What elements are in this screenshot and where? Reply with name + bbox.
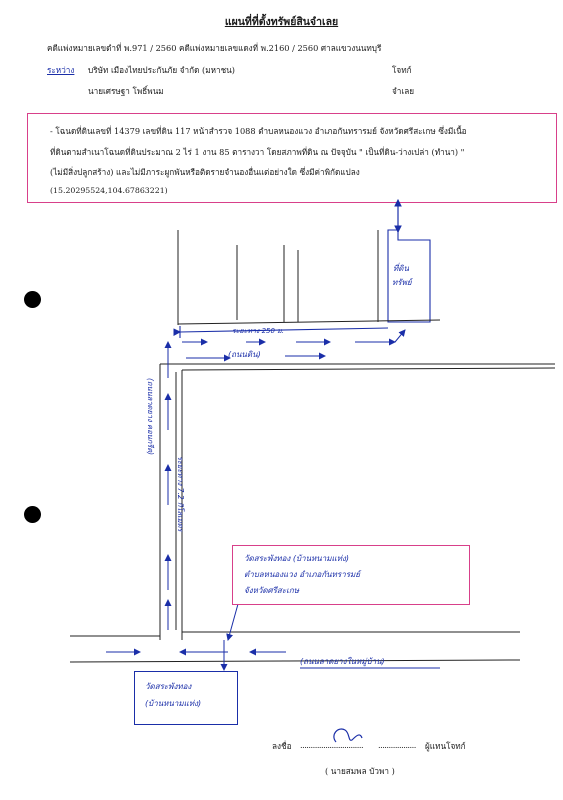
coordinates: (15.20295524,104.67863221) — [50, 186, 168, 195]
property-label-2: ทรัพย์ — [392, 278, 412, 287]
between-label: ระหว่าง — [47, 65, 75, 75]
small-box-line-1: วัดสระพังทอง — [145, 682, 192, 691]
temple-line-2: ตำบลหนองแวง อำเภอกันทรารมย์ — [244, 570, 360, 579]
plaintiff-name: บริษัท เมืองไทยประกันภัย จำกัด (มหาชน) — [88, 65, 235, 75]
sign-dots-left: .............................. — [300, 740, 364, 750]
main-road-label: (ถนนลาดยาง คอนกรีต) — [146, 378, 155, 456]
temple-line-1: วัดสระพังทอง (บ้านหนามแท่ง) — [244, 554, 349, 563]
document-title: แผนที่ที่ตั้งทรัพย์สินจำเลย — [224, 16, 339, 28]
property-label-1: ที่ดิน — [393, 264, 409, 273]
small-box-line-2: (บ้านหนามแท่ง) — [145, 699, 202, 708]
main-road-distance-label: ระยะทาง 7.2 กิโลเมตร — [176, 456, 185, 532]
distance-label: ระยะทาง 250 ม. — [232, 327, 284, 335]
description-line-2: ที่ดินตามสำเนาโฉนดที่ดินประมาณ 2 ไร่ 1 งาน 85 ตารางวา โดยสภาพที่ดิน ณ ปัจจุบัน " เป็นที่ดิน-ว่างเปล่า (ทำนา) " — [50, 147, 465, 157]
signer-name: ( นายสมพล บัวพา ) — [325, 766, 395, 776]
village-road-label: (ถนนลาดยางในหมู่บ้าน) — [300, 657, 385, 666]
description-line-3: (ไม่มีสิ่งปลูกสร้าง) และไม่มีภาระผูกพันหรือติดรายจำนองอื่นแต่อย่างใด ซึ่งมีค่าพิกัดแปลง — [50, 167, 360, 177]
dirt-road-label: (ถนนดิน) — [228, 350, 261, 359]
sign-dots-right: .................. — [378, 740, 416, 750]
description-line-1: - โฉนดที่ดินเลขที่ 14379 เลขที่ดิน 117 หน้าสำรวจ 1088 ตำบลหนองแวง อำเภอกันทรารมย์ จังหวัดศรีสะเกษ ซึ่งมีเนื้อ — [50, 126, 467, 136]
case-line: คดีแพ่งหมายเลขดำที่ พ.971 / 2560 คดีแพ่งหมายเลขแดงที่ พ.2160 / 2560 ศาลแขวงนนทบุรี — [47, 43, 382, 53]
defendant-role: จำเลย — [392, 86, 415, 96]
plaintiff-role: โจทก์ — [392, 65, 412, 75]
signer-role: ผู้แทนโจทก์ — [425, 741, 466, 751]
sign-prefix: ลงชื่อ — [272, 741, 292, 751]
temple-line-3: จังหวัดศรีสะเกษ — [244, 586, 299, 595]
defendant-name: นายเศรษฐา โพธิ์พนม — [88, 86, 164, 96]
